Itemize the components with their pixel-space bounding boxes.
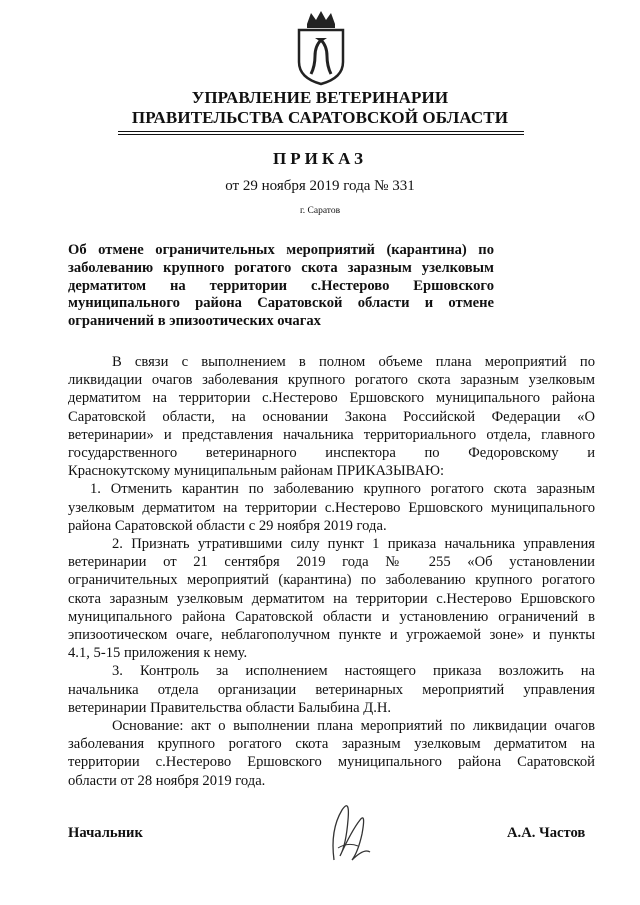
- item-2-line: 2. Признать утратившими силу пункт 1 приказа начальника управления: [112, 536, 595, 553]
- item-2-line: муниципального района Саратовской области и установлению ограничений в: [68, 608, 595, 625]
- basis-line: области от 28 ноября 2019 года.: [68, 772, 266, 789]
- handwritten-signature: [312, 790, 382, 870]
- org-name-line-2: ПРАВИТЕЛЬСТВА САРАТОВСКОЙ ОБЛАСТИ: [131, 108, 509, 127]
- body-line: ветеринарии» и представления начальника территориального отдела, главного: [68, 426, 595, 443]
- signatory-name: А.А. Частов: [507, 825, 586, 841]
- coat-of-arms-icon: [293, 10, 349, 86]
- basis-line: Основание: акт о выполнении плана мероприятий по ликвидации очагов: [112, 718, 595, 735]
- order-date-number: от 29 ноября 2019 года № 331: [225, 178, 415, 194]
- item-2-line: эпизоотическом очаге, неблагополучном пункте и угрожаемой зоне» и пункты: [68, 627, 595, 644]
- header-rule: [118, 131, 524, 132]
- order-city: г. Саратов: [299, 206, 341, 216]
- order-subject: [68, 242, 494, 331]
- subject-line: Об отмене ограничительных мероприятий (карантина) по: [68, 242, 494, 258]
- org-name-line-1: УПРАВЛЕНИЕ ВЕТЕРИНАРИИ: [191, 88, 449, 107]
- item-2-line: ветеринарии от 21 сентября 2019 года № 255 «Об установлении: [68, 554, 595, 571]
- item-2-line: 4.1, 5-15 приложения к нему.: [68, 645, 248, 662]
- item-1-line: района Саратовской области с 29 ноября 2019 года.: [68, 517, 387, 534]
- item-3-line: начальника отдела организации ветеринарных мероприятий управления: [68, 681, 595, 698]
- item-2-line: скота заразным узелковым дерматитом на территории с.Нестерово Ершовского: [68, 590, 595, 607]
- basis-line: заболевания крупного рогатого скота заразным узелковым дерматитом на: [68, 736, 595, 753]
- subject-line: муниципального района Саратовской области и отмене: [68, 295, 494, 312]
- header-rule: [118, 134, 524, 135]
- body-line: дерматитом на территории с.Нестерово Ершовского муниципального района: [68, 390, 595, 407]
- body-line: Саратовской области, на основании Закона Российской Федерации «О: [68, 408, 595, 425]
- item-3-line: 3. Контроль за исполнением настоящего приказа возложить на: [112, 663, 595, 680]
- item-1-line: узелковым дерматитом на территории с.Нестерово Ершовского муниципального: [68, 499, 595, 516]
- body-line: Краснокутскому муниципальным районам ПРИКАЗЫВАЮ:: [68, 463, 445, 480]
- subject-line: заболеванию крупного рогатого скота заразным узелковым: [68, 259, 494, 276]
- subject-line: ограничений в эпизоотических очагах: [68, 313, 321, 330]
- body-line: В связи с выполнением в полном объеме плана мероприятий по: [112, 354, 595, 370]
- item-3-line: ветеринарии Правительства области Балыбина Д.Н.: [68, 699, 392, 716]
- item-2-line: ограничительных мероприятий (карантина) по заболеванию крупного рогатого: [68, 572, 595, 589]
- subject-line: дерматитом на территории с.Нестерово Ершовского: [68, 277, 494, 294]
- basis-line: территории с.Нестерово Ершовского муниципального района Саратовской: [68, 754, 595, 771]
- order-body: [68, 353, 595, 790]
- body-line: ликвидации очагов заболевания крупного рогатого скота заразным узелковым: [68, 372, 595, 389]
- body-line: государственного ветеринарного инспектора по Федоровскому и: [68, 445, 595, 462]
- item-1-line: 1. Отменить карантин по заболеванию крупного рогатого скота заразным: [90, 481, 595, 498]
- document-type: ПРИКАЗ: [273, 149, 367, 168]
- signatory-title: Начальник: [68, 825, 143, 841]
